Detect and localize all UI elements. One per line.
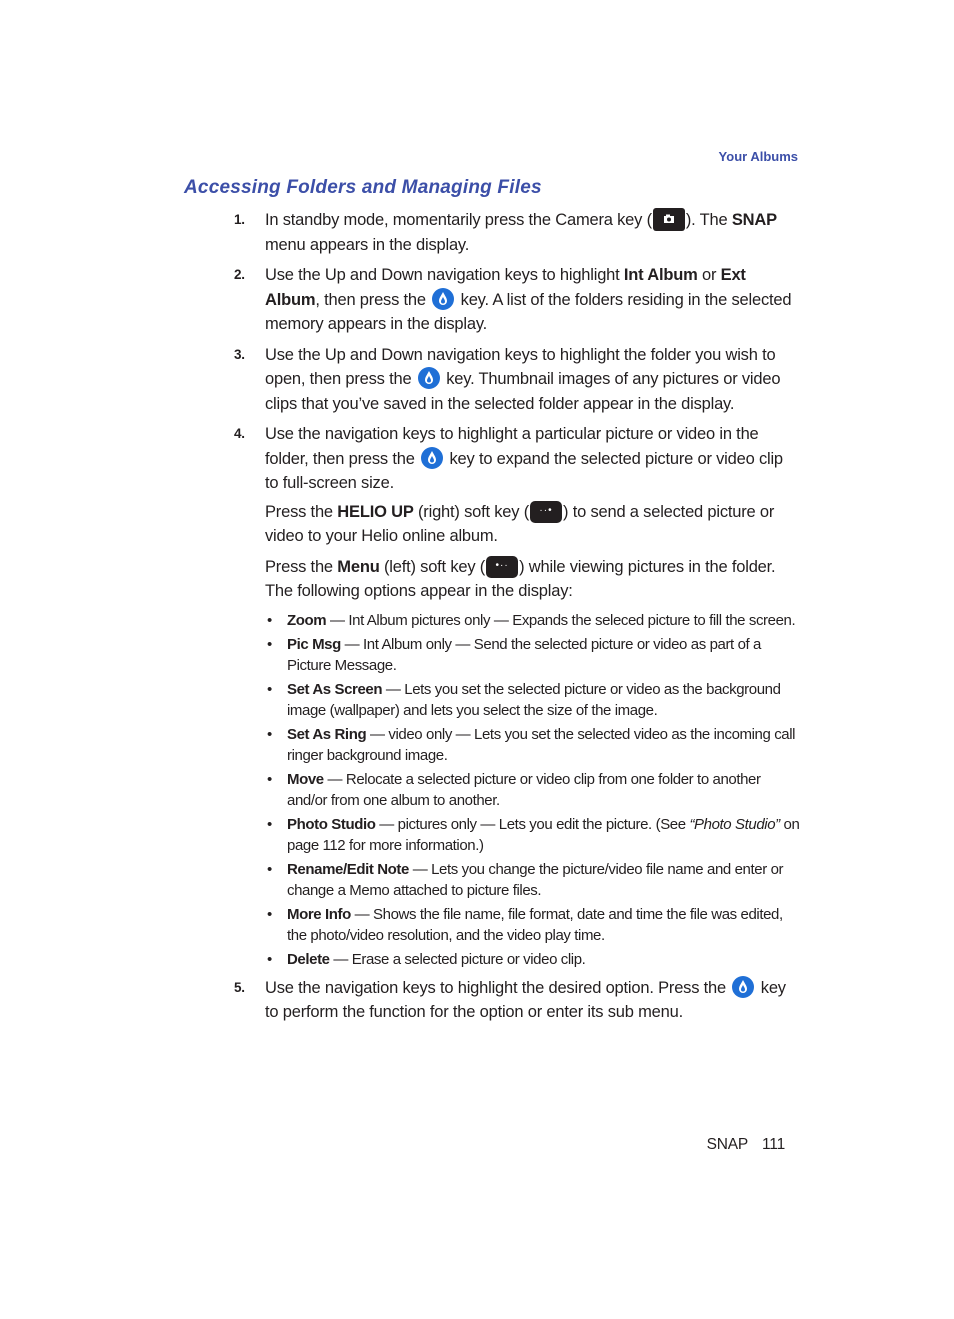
option-name: Zoom <box>287 611 327 629</box>
step-text: Use the Up and Down navigation keys to highlight the folder you wish to open, then press the <box>265 345 776 388</box>
option-name: Pic Msg <box>287 635 341 653</box>
bullet-icon: • <box>267 815 272 833</box>
helio-up-paragraph <box>265 500 800 549</box>
step-text: key. Thumbnail images of any pictures or video clips that you’ve saved in the selected folder appear in the display. <box>265 370 781 413</box>
option-item <box>265 949 800 970</box>
option-desc: — Int Album only — Send the selected picture or video as part of a Picture Message. <box>287 635 762 674</box>
option-desc: — Relocate a selected picture or video clip from one folder to another and/or from one album to another. <box>287 770 761 809</box>
para-text: Press the <box>265 502 338 521</box>
step-number: 2. <box>234 267 245 282</box>
para-text: Press the <box>265 557 338 576</box>
option-name: Photo Studio <box>287 815 376 833</box>
step-number: 3. <box>234 346 245 362</box>
option-item <box>265 859 800 901</box>
step-1 <box>234 208 800 257</box>
bullet-icon: • <box>267 770 272 788</box>
option-item <box>265 610 800 631</box>
step-4-details <box>265 500 800 970</box>
option-desc: — Erase a selected picture or video clip. <box>329 950 586 968</box>
menu-paragraph <box>265 555 800 604</box>
bullet-icon: • <box>267 905 272 923</box>
bullet-icon: • <box>267 725 272 743</box>
options-list <box>265 610 800 970</box>
step-number: 4. <box>234 426 245 441</box>
step-5 <box>234 976 800 1025</box>
option-item <box>265 769 800 811</box>
option-item <box>265 634 800 676</box>
step-bold-term: SNAP <box>731 211 777 229</box>
camera-key-icon <box>653 208 685 231</box>
step-text: key to perform the function for the option or enter its sub menu. <box>265 978 786 1021</box>
bullet-icon: • <box>267 635 272 653</box>
para-text: (left) soft key ( <box>379 557 486 576</box>
option-desc: — Shows the file name, file format, date and time the file was edited, the photo/video resolution, and the video play time. <box>287 905 783 944</box>
ok-key-icon <box>421 447 443 469</box>
step-text: or <box>697 266 721 284</box>
para-bold-term: HELIO UP <box>337 502 414 521</box>
step-4 <box>234 422 800 970</box>
option-name: Rename/Edit Note <box>287 860 409 878</box>
option-name: Move <box>287 770 324 788</box>
page-footer <box>707 1136 785 1154</box>
cross-reference-link[interactable]: “Photo Studio” <box>689 815 780 833</box>
option-name: Delete <box>287 950 330 968</box>
option-desc: — Lets you change the picture/video file name and enter or change a Memo attached to picture files. <box>287 860 784 899</box>
step-text: key to expand the selected picture or video clip to full-screen size. <box>265 449 783 492</box>
page-number: 111 <box>762 1136 785 1153</box>
step-text: Use the navigation keys to highlight a particular picture or video in the folder, then press the <box>265 425 759 468</box>
option-item <box>265 814 800 856</box>
step-bold-term: Ext Album <box>265 266 746 309</box>
option-item <box>265 904 800 946</box>
option-desc: — pictures only — Lets you edit the picture. (See <box>375 815 690 833</box>
option-name: Set As Ring <box>287 725 367 743</box>
bullet-icon: • <box>267 950 272 968</box>
option-item <box>265 724 800 766</box>
para-text: ) while viewing pictures in the folder. The following options appear in the display: <box>265 557 776 600</box>
option-name: Set As Screen <box>287 680 383 698</box>
footer-section: SNAP <box>706 1136 749 1153</box>
bullet-icon: • <box>267 611 272 629</box>
step-text: Use the navigation keys to highlight the desired option. Press the <box>265 978 731 997</box>
option-name: More Info <box>287 905 351 923</box>
option-desc: — Int Album pictures only — Expands the seleced picture to fill the screen. <box>326 611 796 629</box>
option-desc: on page 112 for more information.) <box>287 815 800 854</box>
para-bold-term: Menu <box>337 557 380 576</box>
step-text: menu appears in the display. <box>265 235 470 254</box>
step-text: key. A list of the folders residing in the selected memory appears in the display. <box>265 290 792 333</box>
step-text: Use the Up and Down navigation keys to highlight <box>265 266 624 284</box>
running-head: Your Albums <box>718 149 798 164</box>
step-number: 5. <box>234 979 245 995</box>
para-text: (right) soft key ( <box>413 502 530 521</box>
content <box>234 208 800 1031</box>
option-item <box>265 679 800 721</box>
ok-key-icon <box>418 367 440 389</box>
section-title: Accessing Folders and Managing Files <box>184 177 542 198</box>
para-text: ) to send a selected picture or video to your Helio online album. <box>265 502 775 545</box>
step-bold-term: Int Album <box>623 266 698 284</box>
bullet-icon: • <box>267 680 272 698</box>
step-text: In standby mode, momentarily press the Camera key ( <box>265 211 652 229</box>
option-desc: — video only — Lets you set the selected video as the incoming call ringer background image. <box>287 725 796 764</box>
step-3 <box>234 343 800 417</box>
ok-key-icon <box>732 976 754 998</box>
step-text: , then press the <box>315 290 431 309</box>
right-soft-key-icon: ··• <box>530 501 562 523</box>
step-2 <box>234 263 800 337</box>
option-desc: — Lets you set the selected picture or video as the background image (wallpaper) and lets you select the size of the image. <box>287 680 781 719</box>
bullet-icon: • <box>267 860 272 878</box>
step-number: 1. <box>234 212 245 227</box>
ok-key-icon <box>432 288 454 310</box>
step-text: ). The <box>685 211 732 229</box>
left-soft-key-icon: •·· <box>486 556 518 578</box>
